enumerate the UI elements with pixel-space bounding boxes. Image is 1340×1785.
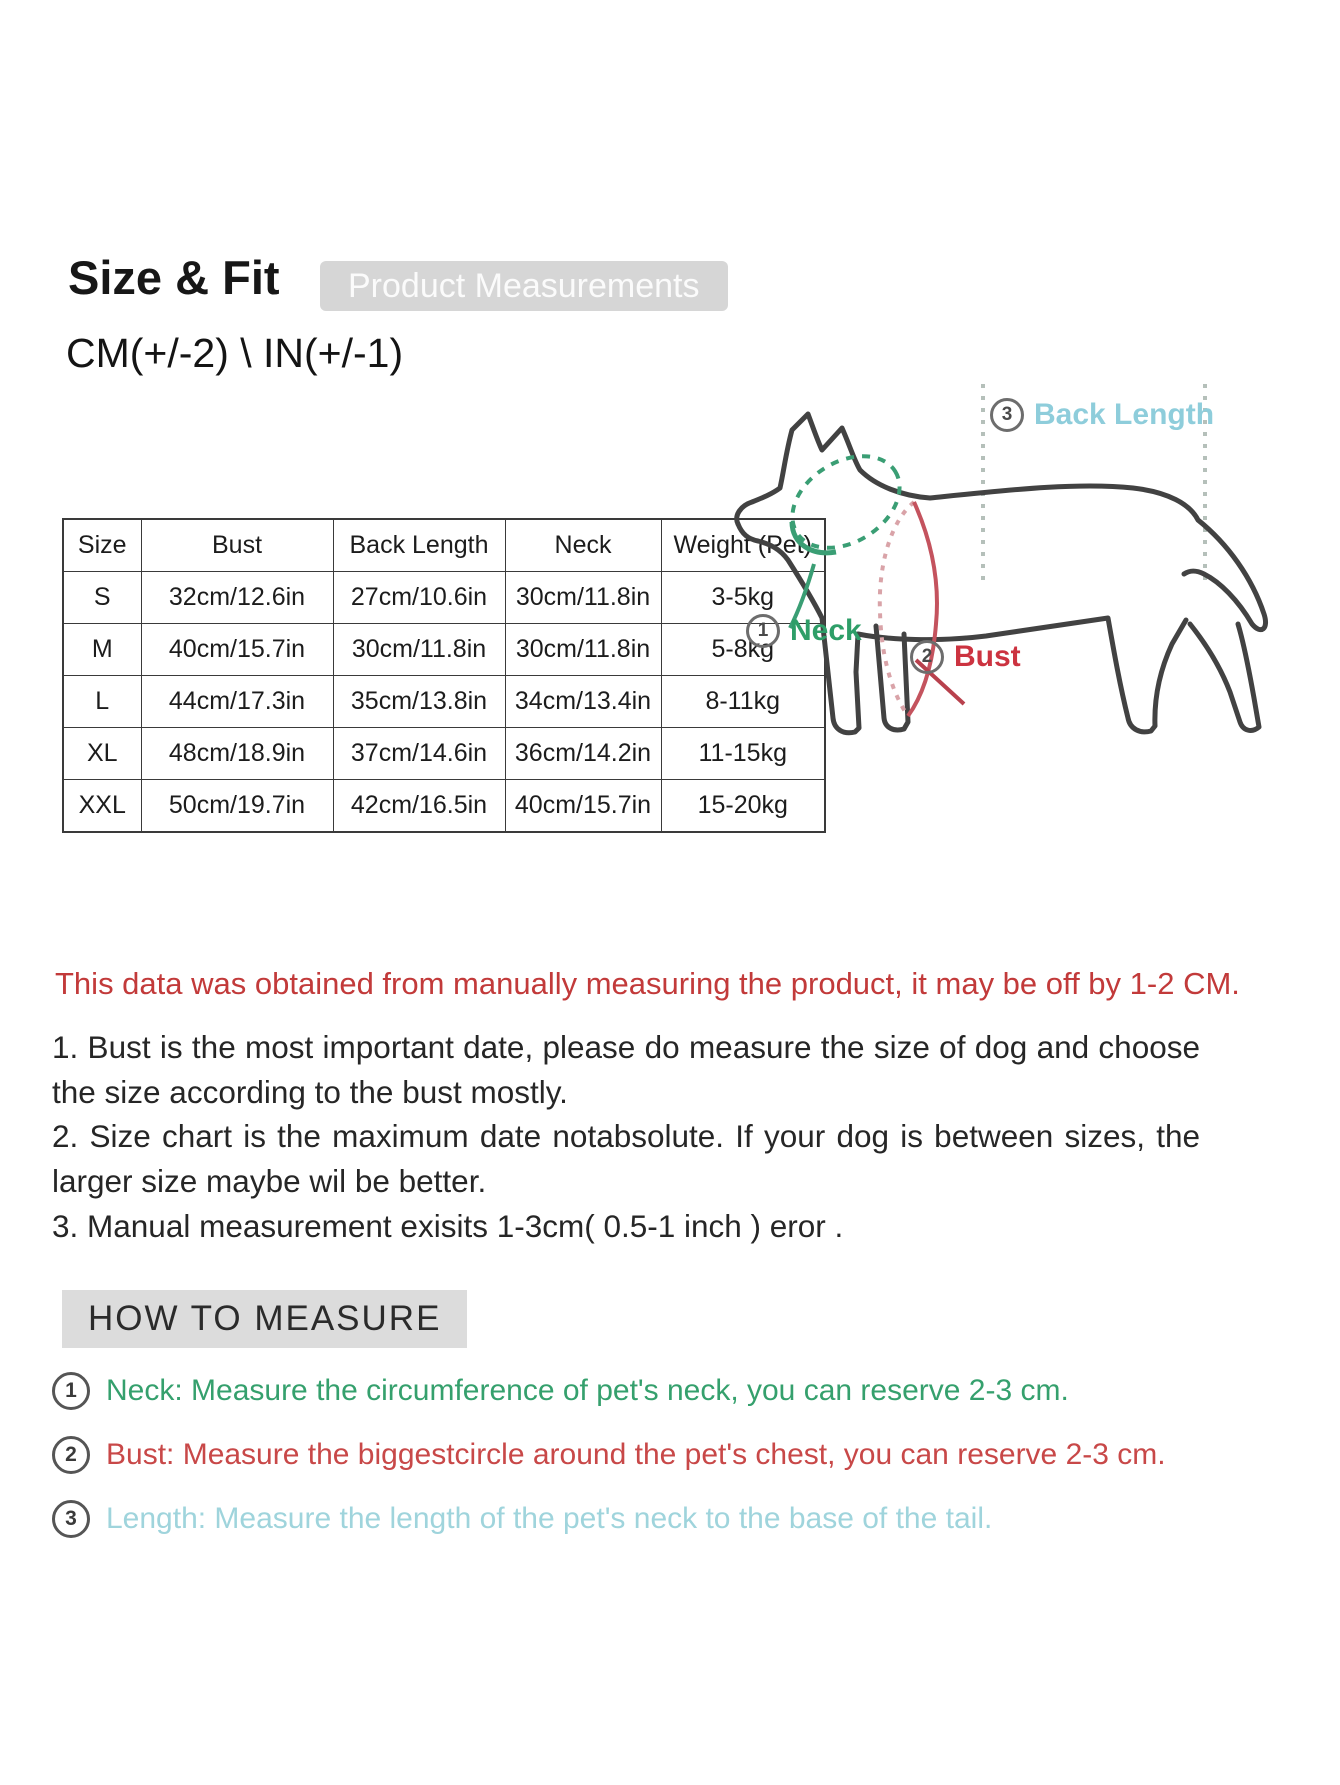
bust-label (910, 640, 1021, 674)
table-row (63, 728, 825, 780)
table-header-row (63, 519, 825, 572)
table-cell: 50cm/19.7in (141, 780, 333, 833)
col-header-size: Size (63, 519, 141, 572)
table-cell: M (63, 624, 141, 676)
table-cell: 35cm/13.8in (333, 676, 505, 728)
circled-number-3-icon: 3 (52, 1500, 90, 1538)
table-cell: 34cm/13.4in (505, 676, 661, 728)
back-length-label-text: Back Length (1034, 398, 1215, 431)
table-cell: 30cm/11.8in (505, 624, 661, 676)
table-cell: S (63, 572, 141, 624)
col-header-back-length: Back Length (333, 519, 505, 572)
circled-number-2-icon: 2 (910, 640, 944, 674)
table-cell: 40cm/15.7in (141, 624, 333, 676)
size-fit-table (62, 518, 826, 833)
back-length-label (990, 398, 1214, 432)
table-row (63, 624, 825, 676)
measure-step-length (52, 1500, 1252, 1538)
measure-step-neck (52, 1372, 1252, 1410)
col-header-neck: Neck (505, 519, 661, 572)
note-1: 1. Bust is the most important date, please do measure the size of dog and choose the size according to the bust mostly. (52, 1029, 1200, 1110)
measure-step-length-text: Length: Measure the length of the pet's neck to the base of the tail. (106, 1502, 993, 1535)
col-header-weight: Weight (Pet) (661, 519, 825, 572)
table-row (63, 572, 825, 624)
how-to-measure-heading: HOW TO MEASURE (62, 1290, 467, 1348)
neck-label-text: Neck (790, 614, 862, 647)
neck-measure-ellipse (776, 437, 917, 628)
dog-measurement-diagram (718, 372, 1318, 762)
table-cell: 40cm/15.7in (505, 780, 661, 833)
page-title: Size & Fit (68, 251, 280, 304)
table-cell: 36cm/14.2in (505, 728, 661, 780)
tolerance-note: CM(+/-2) \ IN(+/-1) (66, 330, 404, 376)
table-cell: 11-15kg (661, 728, 825, 780)
table-cell: 48cm/18.9in (141, 728, 333, 780)
measure-step-bust-text: Bust: Measure the biggestcircle around the pet's chest, you can reserve 2-3 cm. (106, 1438, 1166, 1471)
table-cell: 30cm/11.8in (505, 572, 661, 624)
bust-label-text: Bust (954, 640, 1021, 673)
table-cell: 42cm/16.5in (333, 780, 505, 833)
col-header-bust: Bust (141, 519, 333, 572)
table-cell: 30cm/11.8in (333, 624, 505, 676)
table-cell: XXL (63, 780, 141, 833)
bust-measure-ellipse (880, 502, 964, 716)
measure-step-neck-text: Neck: Measure the circumference of pet's neck, you can reserve 2-3 cm. (106, 1374, 1069, 1407)
product-measurements-badge: Product Measurements (320, 261, 728, 311)
table-cell: 32cm/12.6in (141, 572, 333, 624)
note-2: 2. Size chart is the maximum date notabsolute. If your dog is between sizes, the larger size maybe wil be better. (52, 1118, 1200, 1200)
circled-number-1-icon: 1 (746, 614, 780, 648)
note-3: 3. Manual measurement exisits 1-3cm( 0.5-1 inch ) eror . (52, 1207, 844, 1244)
table-cell: 44cm/17.3in (141, 676, 333, 728)
circled-number-2-icon: 2 (52, 1436, 90, 1474)
table-cell: L (63, 676, 141, 728)
neck-label (746, 614, 862, 648)
how-to-measure-steps (52, 1372, 1252, 1564)
table-cell: 5-8kg (661, 624, 825, 676)
measure-step-bust (52, 1436, 1252, 1474)
circled-number-1-icon: 1 (52, 1372, 90, 1410)
table-cell: 3-5kg (661, 572, 825, 624)
table-cell: 37cm/14.6in (333, 728, 505, 780)
table-cell: 27cm/10.6in (333, 572, 505, 624)
dog-body-outline (737, 414, 1266, 733)
table-row (63, 676, 825, 728)
table-row (63, 780, 825, 833)
sizing-notes (52, 1025, 1200, 1249)
circled-number-3-icon: 3 (990, 398, 1024, 432)
table-cell: XL (63, 728, 141, 780)
table-cell: 15-20kg (661, 780, 825, 833)
measurement-disclaimer: This data was obtained from manually measuring the product, it may be off by 1-2 CM. (55, 966, 1240, 1001)
table-cell: 8-11kg (661, 676, 825, 728)
